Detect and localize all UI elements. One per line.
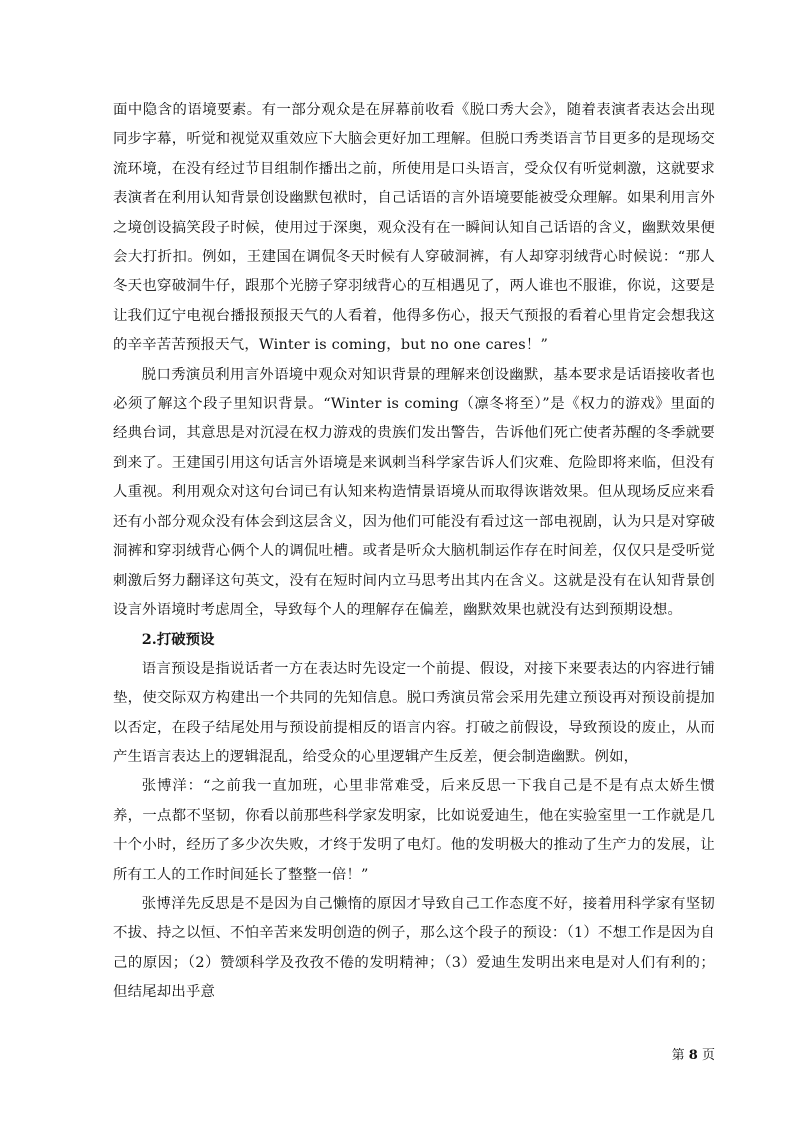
page-number-label xyxy=(672,1047,715,1065)
page-number-suffix: 页 xyxy=(701,1048,715,1063)
page-number: 8 xyxy=(688,1048,698,1063)
paragraph-knowledge-background: 脱口秀演员利用言外语境中观众对知识背景的理解来创设幽默，基本要求是话语接收者也必须了解这个段子里知识背景。“Winter is coming（凛冬将至）”是《权力的游戏》里面的经典台词，其意思是对沉浸在权力游戏的贵族们发出警告，告诉他们死亡使者苏醒的冬季就要到来了。王建国引用这句话言外语境是来讽刺当科学家告诉人们灾难、危险即将来临，但没有人重视。利用观众对这句台词已有认知来构造情景语境从而取得诙谐效果。但从现场反应来看还有小部分观众没有体会到这层含义，因为他们可能没有看过这一部电视剧，认为只是对穿破洞裤和穿羽绒背心俩个人的调侃吐槽。或者是听众大脑机制运作存在时间差，仅仅只是受听觉刺激后努力翻译这句英文，没有在短时间内立马思考出其内在含义。这就是没有在认知背景创设言外语境时考虑周全，导致每个人的理解存在偏差，幽默效果也就没有达到预期设想。 xyxy=(113,366,715,618)
page-number-prefix: 第 xyxy=(671,1048,685,1063)
paragraph-analysis: 张博洋先反思是不是因为自己懒惰的原因才导致自己工作态度不好，接着用科学家有坚韧不拔、持之以恒、不怕辛苦来发明创造的例子，那么这个段子的预设：（1）不想工作是因为自己的原因；（2）赞颂科学及孜孜不倦的发明精神；（3）爱迪生发明出来电是对人们有利的；但结尾却出乎意 xyxy=(113,895,715,1001)
paragraph-example-quote: 张博洋：“之前我一直加班，心里非常难受，后来反思一下我自己是不是有点太娇生惯养，一点都不坚韧，你看以前那些科学家发明家，比如说爱迪生，他在实验室里一工作就是几十个小时，经历了多少次失败，才终于发明了电灯。他的发明极大的推动了生产力的发展，让所有工人的工作时间延长了整整一倍！” xyxy=(113,778,715,883)
paragraph-continued: 面中隐含的语境要素。有一部分观众是在屏幕前收看《脱口秀大会》，随着表演者表达会出现同步字幕，听觉和视觉双重效应下大脑会更好加工理解。但脱口秀类语言节目更多的是现场交流环境，在没有经过节目组制作播出之前，所使用是口头语言，受众仅有听觉刺激，这就要求表演者在利用认知背景创设幽默包袱时，自己话语的言外语境要能被受众理解。如果利用言外之境创设搞笑段子时候，使用过于深奥，观众没有在一瞬间认知自己话语的含义，幽默效果便会大打折扣。例如，王建国在调侃冬天时候有人穿破洞裤，有人却穿羽绒背心时候说：“那人冬天也穿破洞牛仔，跟那个光膀子穿羽绒背心的互相遇见了，两人谁也不服谁，你说，这要是让我们辽宁电视台播报预报天气的人看着，他得多伤心，报天气预报的看着心里肯定会想我这的辛辛苦苦预报天气，Winter is coming，but no one cares！” xyxy=(113,102,715,354)
section-heading: 2.打破预设 xyxy=(141,631,215,649)
paragraph-presupposition: 语言预设是指说话者一方在表达时先设定一个前提、假设，对接下来要表达的内容进行铺垫，使交际双方构建出一个共同的先知信息。脱口秀演员常会采用先建立预设再对预设前提加以否定，在段子结尾处用与预设前提相反的语言内容。打破之前假设，导致预设的废止，从而产生语言表达上的逻辑混乱，给受众的心里逻辑产生反差，便会制造幽默。例如， xyxy=(113,660,715,765)
page-footer xyxy=(0,1047,793,1065)
page-body xyxy=(113,96,715,1008)
